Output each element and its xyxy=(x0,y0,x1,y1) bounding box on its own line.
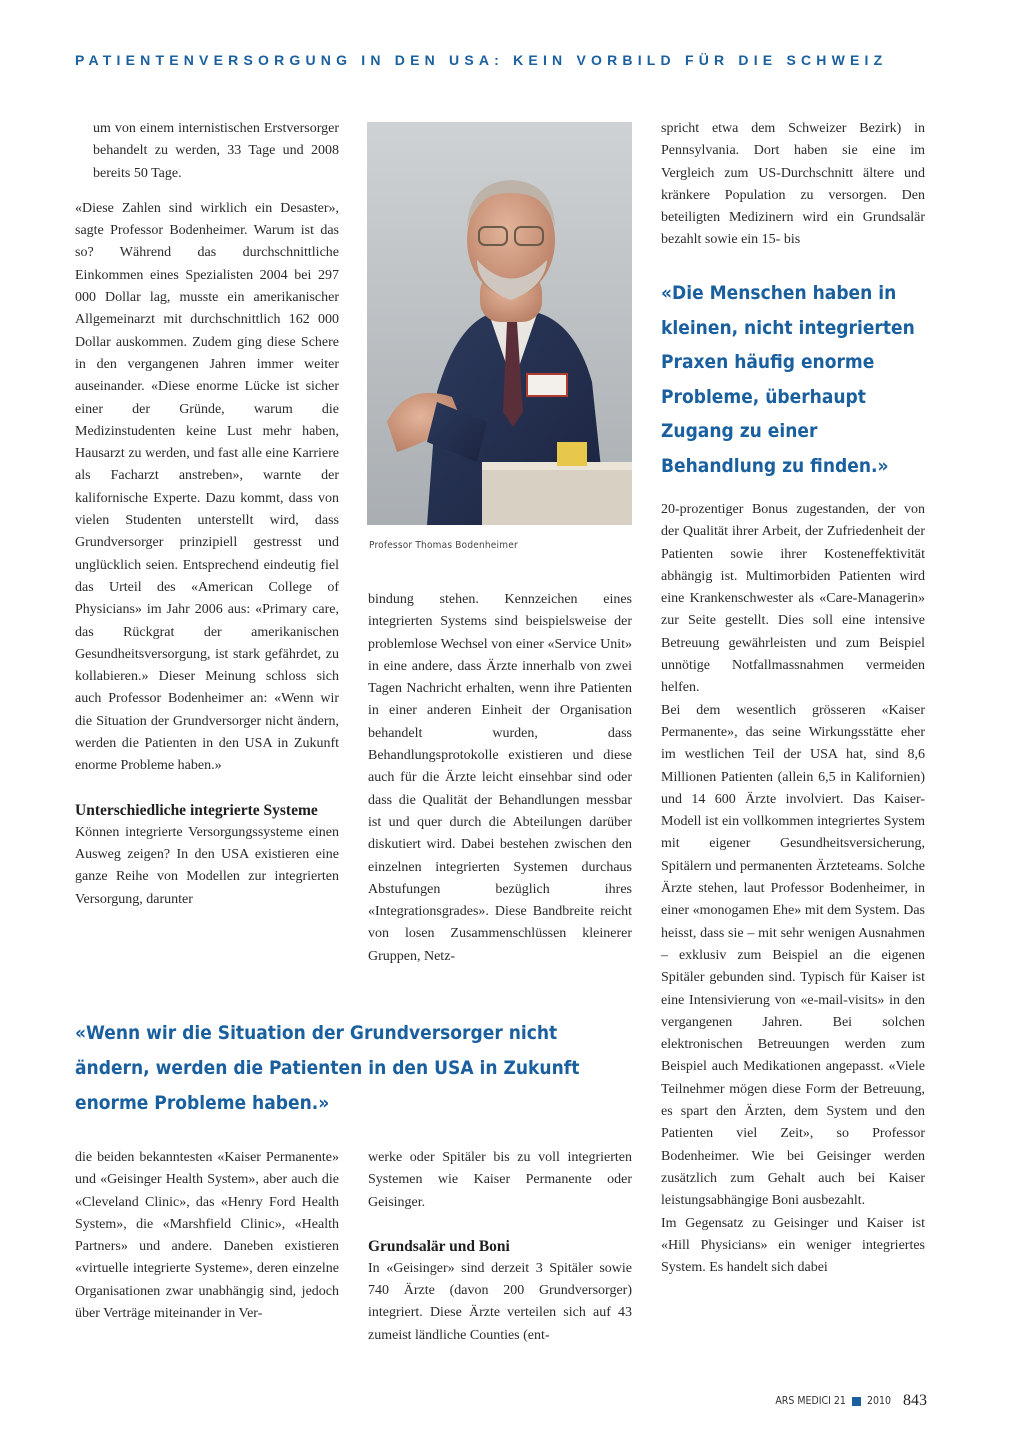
portrait-photo xyxy=(367,122,632,525)
column-2-top xyxy=(368,589,632,968)
paragraph: In «Geisinger» sind derzeit 3 Spitäler sowie 740 Ärzte (davon 200 Grundversorger) integriert. Diese Ärzte verteilen sich auf 43 zumeist ländliche Counties (ent- xyxy=(368,1260,632,1343)
speaker-illustration xyxy=(367,122,632,525)
square-icon xyxy=(852,1397,861,1406)
column-3-bottom xyxy=(661,499,925,1279)
paragraph: Können integrierte Versorgungssysteme einen Ausweg zeigen? In den USA existieren eine ganze Reihe von Modellen zur integrierten Versorgung, darunter xyxy=(75,824,339,907)
column-1-bottom xyxy=(75,1147,339,1325)
page-number: 843 xyxy=(903,1392,927,1409)
section-heading: Grundsalär und Boni xyxy=(368,1237,510,1255)
paragraph: spricht etwa dem Schweizer Bezirk) in Pennsylvania. Dort haben sie eine im Vergleich zum US-Durchschnitt ältere und kränkere Population zu versorgen. Den beteiligten Medizinern wird ein Grundsalär bezahlt sowie ein 15- bis xyxy=(661,121,925,248)
paragraph: 20-prozentiger Bonus zugestanden, der von der Qualität ihrer Arbeit, der Zufriedenheit der Patienten sowie ihrer Kosteneffektivität abhängig ist. Multimorbiden Patienten wird eine Krankenschwester als «Care-Managerin» zur Seite gestellt. Dies soll eine intensive Betreuung gewährleisten und zum Beispiel unnötige Notfallmassnahmen vermeiden helfen. xyxy=(661,502,925,696)
running-header: PATIENTENVERSORGUNG IN DEN USA: KEIN VORBILD FÜR DIE SCHWEIZ xyxy=(75,52,888,68)
page-footer xyxy=(775,1392,927,1410)
journal-year: 2010 xyxy=(866,1395,891,1407)
pull-quote-right: «Die Menschen haben in kleinen, nicht integrierten Praxen häufig enorme Probleme, überhaupt Zugang zu einer Behandlung zu finden.» xyxy=(661,282,915,477)
section-heading: Unterschiedliche integrierte Systeme xyxy=(75,801,318,819)
paragraph: bindung stehen. Kennzeichen eines integrierten Systems sind beispielsweise der problemlose Wechsel von einer «Service Unit» in eine andere, dass Ärzte innerhalb von zwei Tagen Nachricht erhalten, wenn ihre Patienten in einer anderen Einheit der Organisation behandelt wurden, dass Behandlungsprotokolle existieren und diese auch für die Ärzte leicht einsehbar sind oder dass die Qualität der Behandlungen messbar ist und quer durch die Abteilungen darüber diskutiert wird. Dabei bestehen zwischen den einzelnen integrierten Systemen durchaus Abstufungen bezüglich ihres «Integrationsgrades». Diese Bandbreite reicht von losen Zusammenschlüssen kleinerer Gruppen, Netz- xyxy=(368,592,632,964)
paragraph: Im Gegensatz zu Geisinger und Kaiser ist «Hill Physicians» ein weniger integriertes System. Es handelt sich dabei xyxy=(661,1215,925,1276)
paragraph: die beiden bekanntesten «Kaiser Permanente» und «Geisinger Health System», aber auch die «Cleveland Clinic», das «Henry Ford Health System», die «Marshfield Clinic», «Health Partners» und andere. Daneben existieren «virtuelle integrierte Systeme», deren einzelne Organisationen zwar unabhängig sind, jedoch über Verträge miteinander in Ver- xyxy=(75,1150,339,1322)
pull-quote-wide: «Wenn wir die Situation der Grundversorger nicht ändern, werden die Patienten in den USA in Zukunft enorme Probleme haben.» xyxy=(75,1022,580,1114)
paragraph: «Diese Zahlen sind wirklich ein Desaster», sagte Professor Bodenheimer. Warum ist das so? Während das durchschnittliche Einkommen eines Spezialisten 2004 bei 297 000 Dollar lag, musste ein amerikanischer Allgemeinarzt mit durchschnittlich 162 000 Dollar auskommen. Zudem ging diese Schere in den vergangenen Jahren immer weiter auseinander. «Diese enorme Lücke ist sicher einer der Gründe, warum die Medizinstudenten keine Lust mehr haben, Hausarzt zu werden, und fast alle eine Karriere als Facharzt anstreben», warnte der kalifornische Experte. Dazu kommt, dass von vielen Studenten unterstellt wird, dass Grundversorger prinzipiell gestresst und unglücklich seien. Entsprechend eindeutig fiel das Urteil des «American College of Physicians» im Jahr 2006 aus: «Primary care, das Rückgrat der amerikanischen Gesundheitsversorgung, ist stark gefährdet, zu kollabieren.» Dieser Meinung schloss sich auch Professor Bodenheimer an: «Wenn wir die Situation der Grundversorger nicht ändern, werden die Patienten in den USA in Zukunft enorme Probleme haben.» xyxy=(75,200,339,774)
column-1-top xyxy=(75,118,339,911)
paragraph: werke oder Spitäler bis zu voll integrierten Systemen wie Kaiser Permanente oder Geisinger. xyxy=(368,1150,632,1210)
paragraph: Bei dem wesentlich grösseren «Kaiser Permanente», das seine Wirkungsstätte eher im westlichen Teil der USA hat, sind 8,6 Millionen Patienten (allein 6,5 in Kalifornien) und 14 600 Ärzte involviert. Das Kaiser-Modell ist ein vollkommen integriertes System mit eigener Gesundheitsversicherung, Spitälern und permanenten Ärzteteams. Solche Ärzte stehen, laut Professor Bodenheimer, in einer «monogamen Ehe» mit dem System. Das heisst, dass sie – mit sehr wenigen Ausnahmen – exklusiv zum Beispiel an die eigenen Spitäler gebunden sind. Typisch für Kaiser ist eine Intensivierung von «e-mail-visits» in den vergangenen Jahren. Bei solchen elektronischen Betreuungen werden zum Beispiel auch Medikationen angepasst. «Viele Teilnehmer mögen diese Form der Betreuung, es spart den Ärzten, dem System und den Patienten viel Zeit», so Professor Bodenheimer. Wie bei Geisinger werden zusätzlich zum Gehalt auch bei Kaiser leistungsabhängige Boni ausbezahlt. xyxy=(661,702,925,1209)
column-3-top xyxy=(661,118,925,252)
photo-caption: Professor Thomas Bodenheimer xyxy=(369,540,518,551)
column-2-bottom xyxy=(368,1147,632,1347)
journal-name: ARS MEDICI 21 xyxy=(775,1395,846,1407)
paragraph: um von einem internistischen Erstversorger behandelt zu werden, 33 Tage und 2008 bereits 50 Tage. xyxy=(93,121,339,181)
